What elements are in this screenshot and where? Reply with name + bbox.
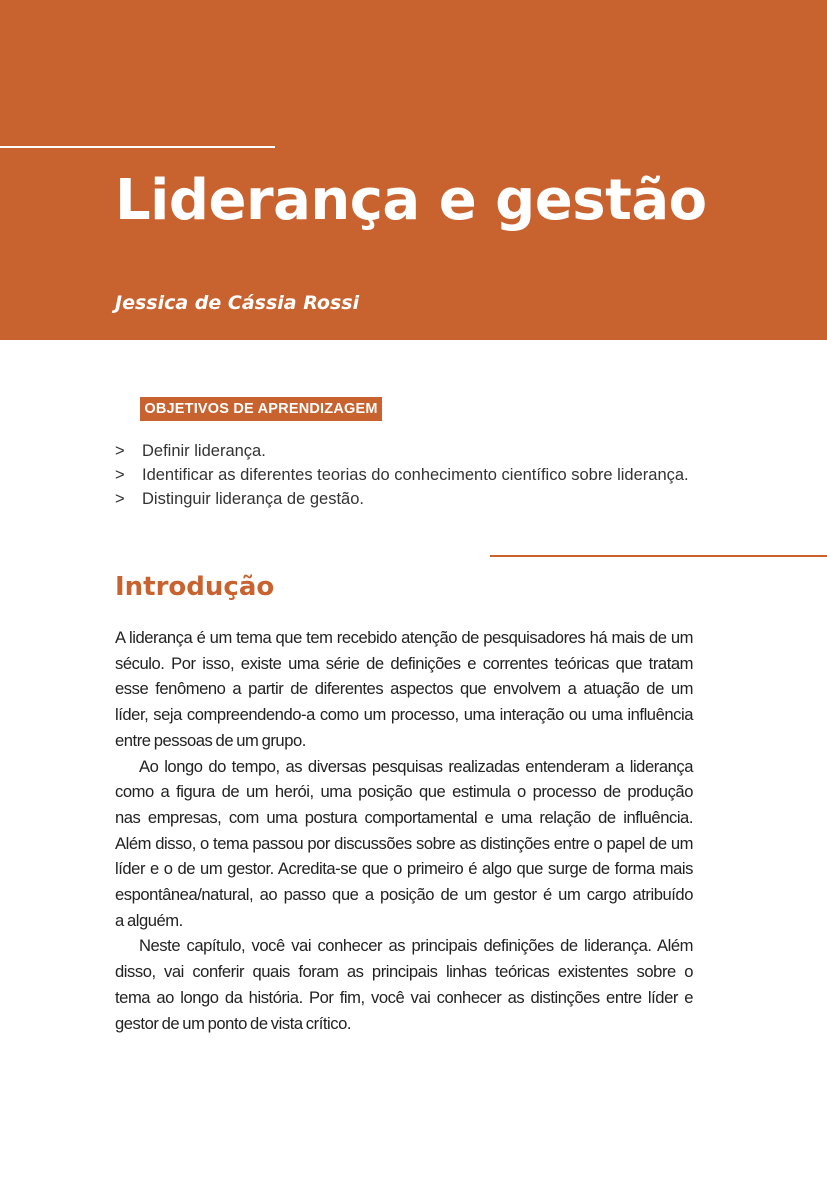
section-heading: Introdução [115,572,275,602]
body-line: líder, seja compreendendo-a como um processo, uma interação ou uma influência [115,705,693,725]
bullet-marker: > [115,466,125,484]
body-line: Além disso, o tema passou por discussões sobre as distinções entre o papel de um [115,833,693,853]
objective-item [115,466,689,485]
body-line: nas empresas, com uma postura comportamental e uma relação de influência. [115,807,693,827]
body-line: gestor de um ponto de vista crítico. [115,1013,352,1033]
chapter-author: Jessica de Cássia Rossi [115,292,360,314]
objective-text: Definir liderança. [142,442,266,460]
body-line: Ao longo do tempo, as diversas pesquisas realizadas entenderam a liderança [139,756,693,776]
body-line: A liderança é um tema que tem recebido atenção de pesquisadores há mais de um [115,628,693,647]
objective-item [115,442,266,461]
body-line: esse fenômeno a partir de diferentes aspectos que envolvem a atuação de um [115,679,693,699]
objective-item [115,490,364,509]
chapter-title: Liderança e gestão [115,168,707,233]
header-divider [0,146,275,148]
objective-text: Distinguir liderança de gestão. [142,490,364,508]
body-line: século. Por isso, existe uma série de definições e correntes teóricas que tratam [115,653,693,673]
section-divider [490,555,827,557]
body-line: disso, vai conferir quais foram as principais linhas teóricas existentes sobre o [115,962,693,982]
body-line: tema ao longo da história. Por fim, você vai conhecer as distinções entre líder e [115,987,693,1007]
body-line: a alguém. [115,910,183,930]
objectives-badge: OBJETIVOS DE APRENDIZAGEM [140,397,382,421]
body-line: como a figura de um herói, uma posição que estimula o processo de produção [115,782,693,802]
chapter-header [0,0,827,340]
body-line: espontânea/natural, ao passo que a posição de um gestor é um cargo atribuído [115,885,693,904]
objective-text: Identificar as diferentes teorias do conhecimento científico sobre liderança. [142,466,689,484]
body-line: entre pessoas de um grupo. [115,730,306,750]
bullet-marker: > [115,490,125,508]
body-line: Neste capítulo, você vai conhecer as principais definições de liderança. Além [139,936,693,956]
body-line: líder e o de um gestor. Acredita-se que o primeiro é algo que surge de forma mais [115,859,693,879]
bullet-marker: > [115,442,125,460]
